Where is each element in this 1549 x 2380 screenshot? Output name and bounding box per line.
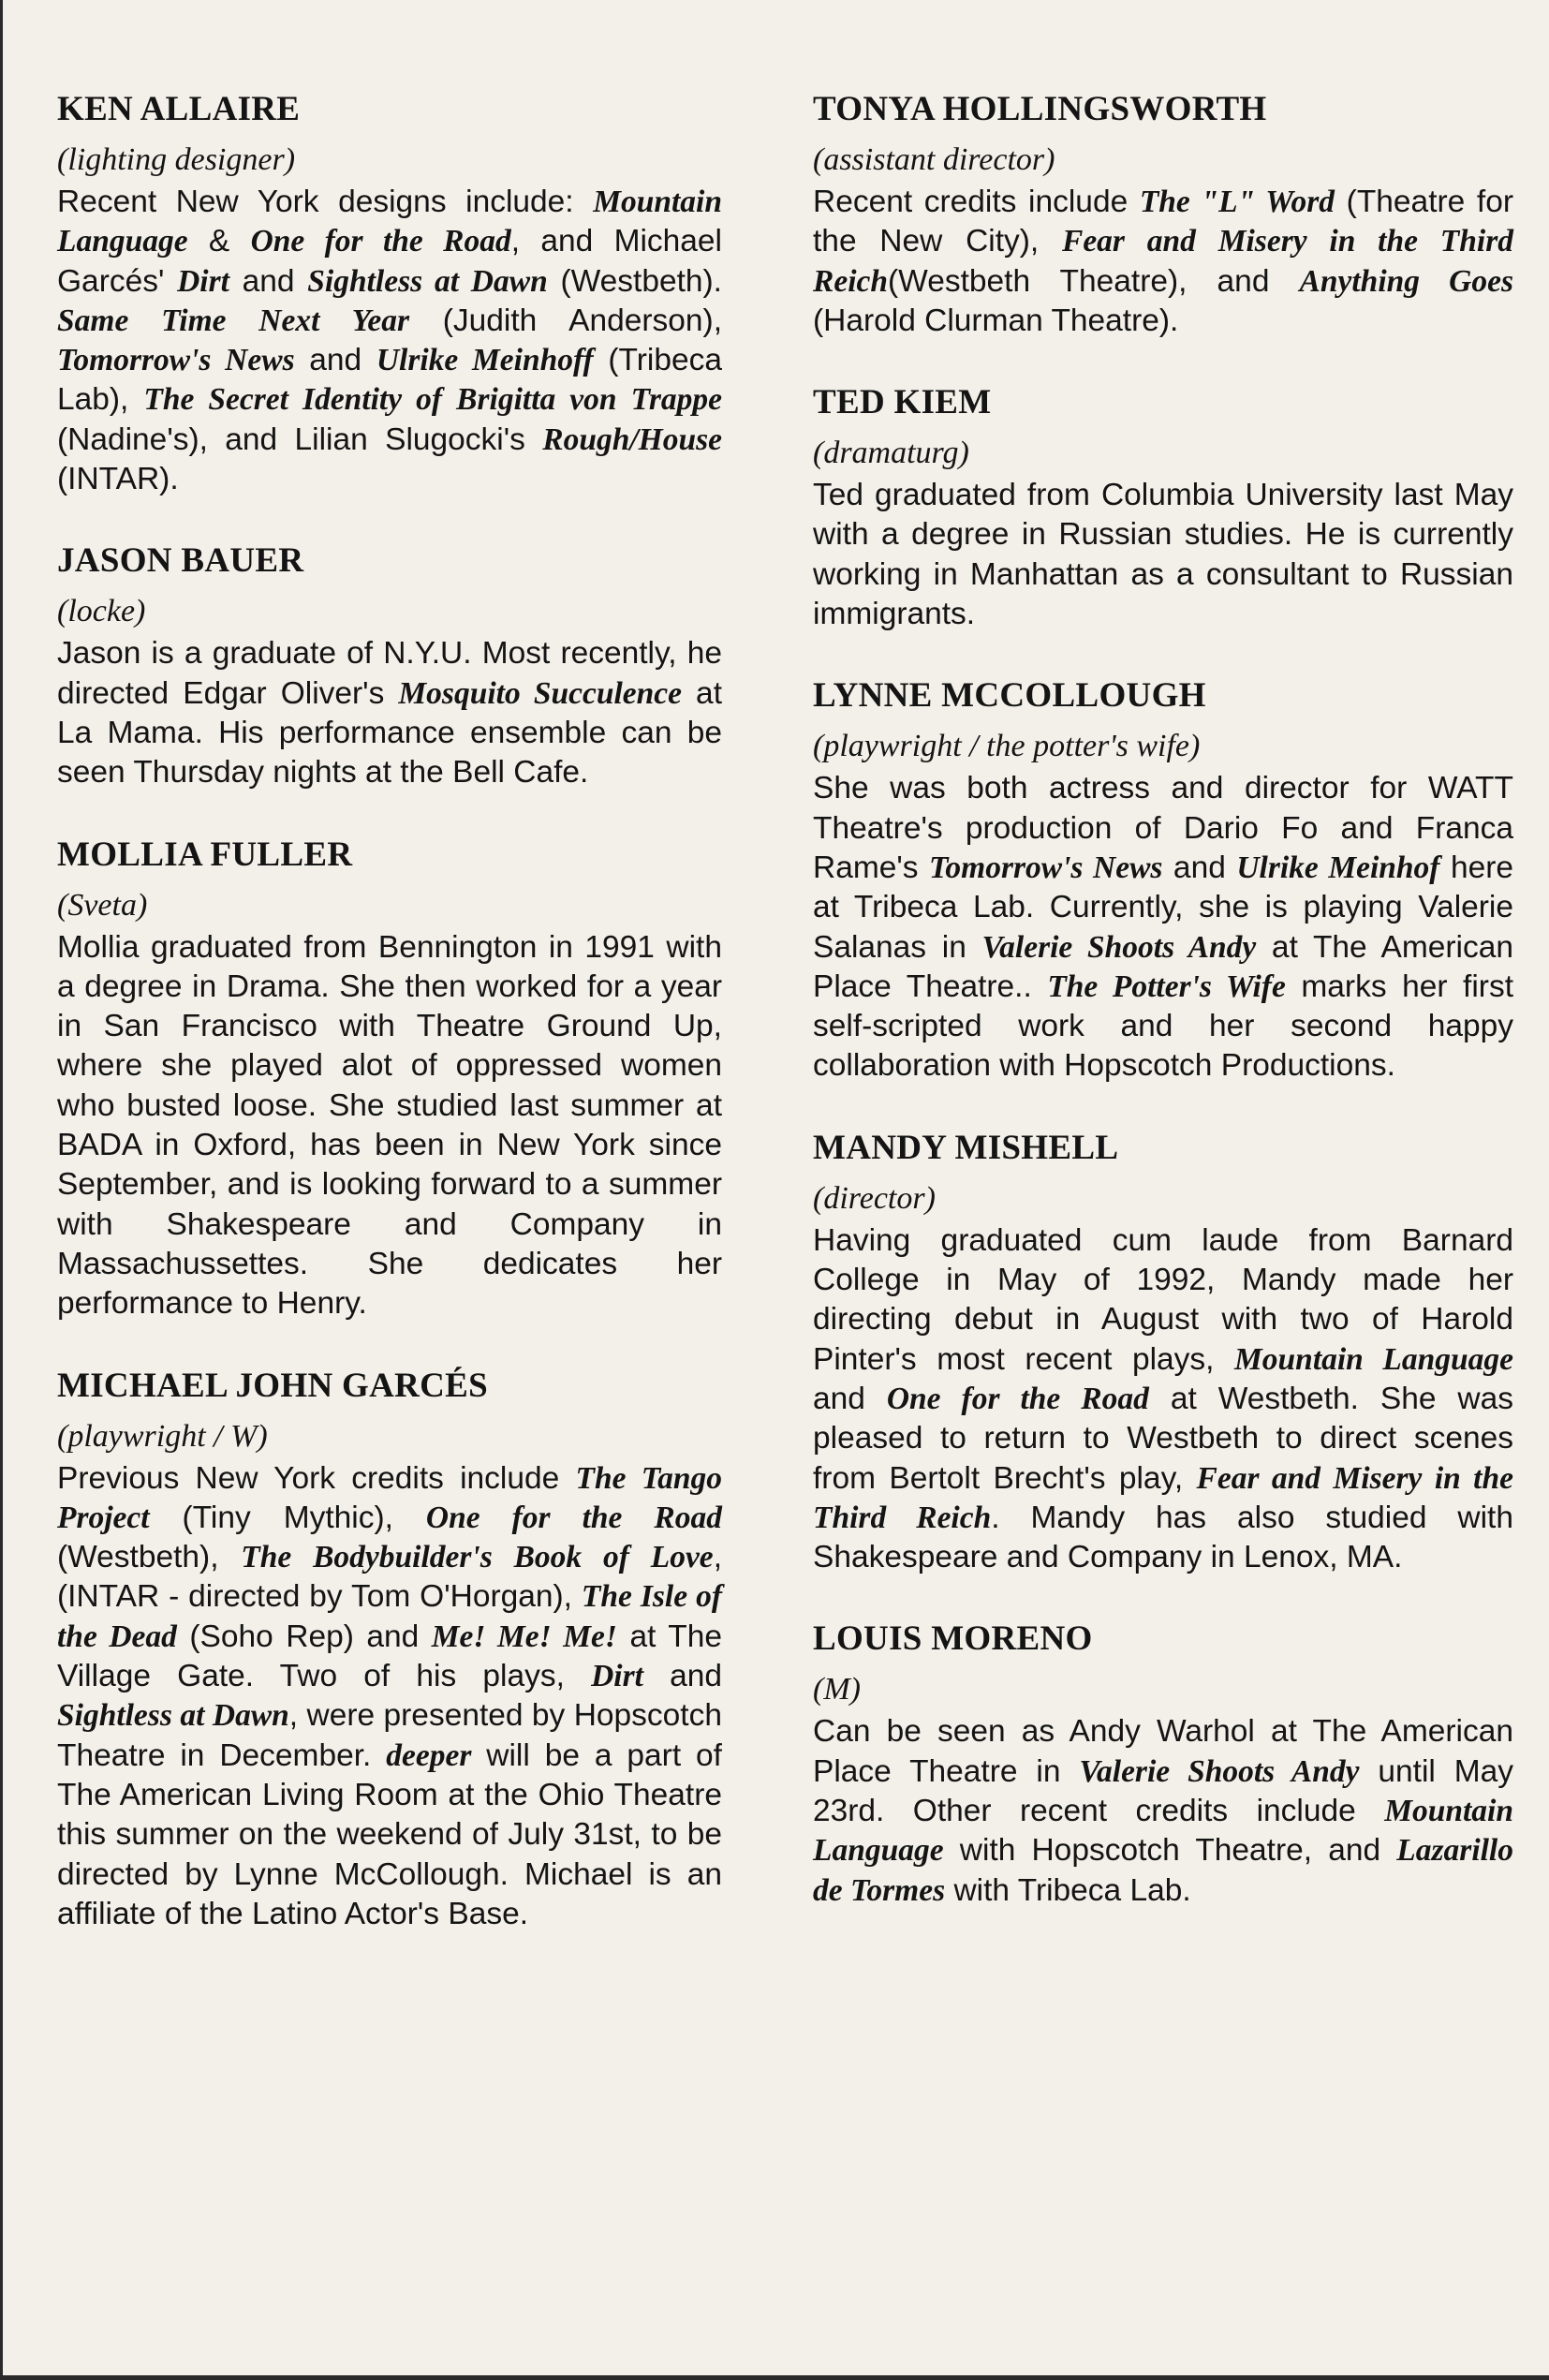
person-role: (playwright / the potter's wife) (813, 729, 1201, 764)
person-name: LYNNE MCCOLLOUGH (813, 676, 1206, 716)
work-title: The Potter's Wife (1047, 968, 1286, 1004)
bio-text-segment: Previous New York credits include (57, 1460, 576, 1496)
person-role: (locke) (57, 594, 146, 629)
bio-entry-michael-john-garces (57, 1366, 722, 1935)
work-title: Mountain Language (813, 1794, 1513, 1869)
person-role: (assistant director) (813, 142, 1055, 177)
work-title: One for the Road (250, 224, 511, 259)
person-role: (playwright / W) (57, 1418, 268, 1454)
work-title: The Bodybuilder's Book of Love (241, 1540, 714, 1575)
bio-text-segment: and (813, 1381, 887, 1416)
person-name: KEN ALLAIRE (57, 90, 301, 128)
bio-text-segment: marks her first self-scripted work and her second happy collaboration with Hopscotch Productions. (813, 968, 1514, 1084)
person-name: MOLLIA FULLER (57, 835, 353, 874)
work-title: The Secret Identity of Brigitta von Trappe (143, 382, 722, 418)
person-role: (lighting designer) (57, 142, 296, 177)
bio-entry-ted-kiem (813, 382, 1513, 634)
bio-text-segment: at La Mama. His performance ensemble can be seen Thursday nights at the Bell Cafe. (57, 675, 722, 791)
bio-text-segment: until May 23rd. Other recent credits include (813, 1753, 1514, 1829)
person-name: JASON BAUER (57, 541, 304, 581)
person-name: LOUIS MORENO (813, 1619, 1093, 1659)
bio-text (57, 634, 722, 792)
work-title: The "L" Word (1139, 185, 1335, 219)
bio-text-segment: with Hopscotch Theatre, and (943, 1833, 1397, 1869)
bio-text (57, 183, 722, 499)
bio-text (813, 1221, 1513, 1578)
bio-text-segment: (Tiny Mythic), (149, 1500, 426, 1535)
bio-text-segment: (Nadine's), and Lilian Slugocki's (57, 421, 543, 457)
work-title: Mountain Language (1234, 1341, 1514, 1377)
bio-text-segment: (Westbeth), (57, 1540, 242, 1575)
work-title: Valerie Shoots Andy (1079, 1753, 1360, 1789)
bio-entry-louis-moreno (813, 1619, 1513, 1910)
bio-text-segment: (Tribeca Lab), (57, 343, 722, 418)
bio-entry-mandy-mishell (813, 1128, 1513, 1578)
work-title: Mosquito Succulence (398, 675, 682, 711)
bio-text-segment: here at Tribeca Lab. Currently, she is playing Valerie Salanas in (813, 850, 1513, 965)
work-title: Ulrike Meinhoff (376, 343, 594, 378)
bio-text-segment: (Westbeth Theatre), and (888, 263, 1300, 299)
work-title: One for the Road (886, 1381, 1149, 1416)
bio-text (813, 769, 1513, 1086)
bio-text-segment: (Westbeth). (547, 263, 722, 299)
bio-text (813, 183, 1513, 341)
bio-entry-lynne-mccollough (813, 675, 1513, 1086)
bio-text-segment: Recent New York designs include: (57, 185, 594, 219)
bio-text (57, 928, 722, 1324)
person-name: TONYA HOLLINGSWORTH (813, 90, 1267, 128)
person-name: TED KIEM (813, 383, 992, 422)
work-title: Fear and Misery in the Third Reich (813, 1460, 1513, 1535)
bio-text (813, 1712, 1513, 1910)
work-title: Sightless at Dawn (57, 1698, 289, 1734)
bio-text-segment: at The American Place Theatre.. (813, 929, 1514, 1004)
person-role: (Sveta) (57, 887, 148, 923)
work-title: Mountain Language (57, 185, 722, 259)
bio-text-segment: (INTAR). (57, 462, 179, 497)
bio-entry-mollia-fuller (57, 835, 722, 1324)
bio-text-segment: at The Village Gate. Two of his plays, (57, 1619, 722, 1694)
bio-text-segment: at Westbeth. She was pleased to return to Westbeth to direct scenes from Bertolt Brecht's play, (813, 1381, 1513, 1496)
bio-text-segment: , were presented by Hopscotch Theatre in December. (57, 1698, 722, 1773)
work-title: One for the Road (425, 1500, 722, 1535)
bio-text-segment: Having graduated cum laude from Barnard College in May of 1992, Mandy made her directing debut in August with two of Harold Pinter's most recent plays, (813, 1222, 1513, 1377)
bio-text-segment: Recent credits include (813, 185, 1140, 219)
bio-text-segment: & (187, 224, 251, 259)
work-title: The Isle of the Dead (57, 1579, 723, 1654)
bio-text-segment: and (1162, 850, 1237, 885)
bio-text (57, 1459, 722, 1935)
bio-text-segment: with Tribeca Lab. (945, 1872, 1191, 1908)
work-title: Tomorrow's News (57, 343, 295, 378)
person-name: MICHAEL JOHN GARCÉS (57, 1366, 489, 1405)
bio-entry-ken-allaire (57, 89, 722, 499)
bio-text-segment: and (642, 1659, 722, 1694)
work-title: Me! Me! Me! (431, 1619, 617, 1654)
work-title: Sightless at Dawn (307, 263, 548, 299)
work-title: deeper (386, 1737, 472, 1773)
bio-text-segment: Mollia graduated from Bennington in 1991 with a degree in Drama. She then worked for a year in San Francisco with Theatre Ground Up, where she played alot of oppressed women who busted loose. She studied last summer at BADA in Oxford, has been in New York since September, and is looking forward to a summer with Shakespeare and Company in Massachussettes. She dedicates her performance to Henry. (57, 929, 722, 1322)
bio-text-segment: , (INTAR - directed by Tom O'Horgan), (57, 1540, 722, 1615)
work-title: Lazarillo de Tormes (813, 1833, 1513, 1908)
work-title: Valerie Shoots Andy (981, 929, 1257, 965)
bio-text-segment: . Mandy has also studied with Shakespeare and Company in Lenox, MA. (813, 1500, 1513, 1575)
bio-text-segment: (Soho Rep) and (176, 1619, 432, 1654)
right-column (813, 89, 1513, 1952)
bio-entry-jason-bauer (57, 540, 722, 792)
left-column (57, 89, 722, 1975)
work-title: Rough/House (542, 421, 722, 457)
bio-text-segment: (Theatre for the New City), (813, 185, 1513, 259)
bio-entry-tonya-hollingsworth (813, 89, 1513, 341)
work-title: Dirt (591, 1659, 643, 1694)
bio-text-segment: Can be seen as Andy Warhol at The American Place Theatre in (813, 1714, 1513, 1789)
person-role: (director) (813, 1180, 936, 1216)
bio-text-segment: (Judith Anderson), (409, 303, 722, 338)
work-title: The Tango Project (57, 1460, 723, 1535)
bio-text-segment: Jason is a graduate of N.Y.U. Most recently, he directed Edgar Oliver's (57, 636, 722, 711)
work-title: Ulrike Meinhof (1236, 850, 1440, 885)
person-name: MANDY MISHELL (813, 1128, 1119, 1167)
work-title: Anything Goes (1299, 263, 1513, 299)
work-title: Same Time Next Year (57, 303, 410, 338)
person-role: (dramaturg) (813, 436, 969, 471)
bio-text-segment: , and Michael Garcés' (57, 224, 722, 299)
bio-text-segment: and (229, 263, 308, 299)
work-title: Dirt (177, 263, 229, 299)
person-role: (M) (813, 1672, 861, 1707)
bio-text-segment: and (294, 343, 376, 378)
work-title: Tomorrow's News (929, 850, 1163, 885)
bio-text (813, 476, 1513, 634)
bio-text-segment: She was both actress and director for WATT Theatre's production of Dario Fo and Franca Rame's (813, 771, 1513, 885)
bio-text-segment: will be a part of The American Living Room at the Ohio Theatre this summer on the weekend of July 31st, to be directed by Lynne McCollough. Michael is an affiliate of the Latino Actor's Base. (57, 1737, 722, 1931)
bio-text-segment: Ted graduated from Columbia University last May with a degree in Russian studies. He is currently working in Manhattan as a consultant to Russian immigrants. (813, 478, 1513, 632)
work-title: Fear and Misery in the Third Reich (813, 224, 1513, 299)
bio-text-segment: (Harold Clurman Theatre). (813, 303, 1179, 338)
